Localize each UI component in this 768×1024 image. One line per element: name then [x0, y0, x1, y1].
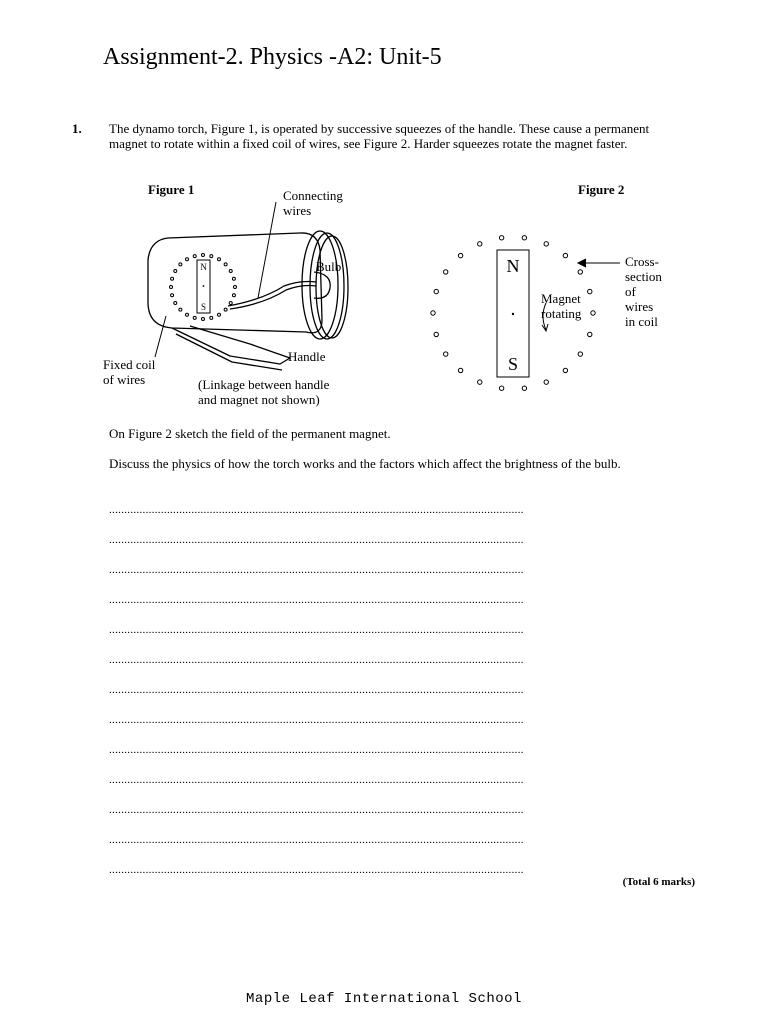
- figure-2-magnet-n: N: [506, 256, 520, 276]
- answer-line[interactable]: ........................................................................................................................................: [109, 504, 524, 516]
- coil-wire-dot: [478, 242, 482, 246]
- total-marks: (Total 6 marks): [622, 876, 695, 888]
- coil-wire-dot: [478, 380, 482, 384]
- answer-line[interactable]: ........................................................................................................................................: [109, 804, 524, 816]
- figure-1-magnet-s: S: [200, 302, 207, 312]
- footer-school-name: Maple Leaf International School: [246, 991, 522, 1007]
- coil-wire-dot: [458, 368, 462, 372]
- figure-1-label: Figure 1: [148, 182, 195, 197]
- answer-line[interactable]: ........................................................................................................................................: [109, 774, 524, 786]
- figure-1-magnet-n: N: [200, 262, 207, 272]
- answer-line[interactable]: ........................................................................................................................................: [109, 624, 524, 636]
- connecting-wires-label: Connecting wires: [283, 188, 343, 218]
- coil-wire-dot: [588, 289, 592, 293]
- answer-line[interactable]: ........................................................................................................................................: [109, 834, 524, 846]
- instruction-discuss: Discuss the physics of how the torch works and the factors which affect the brightness of the bulb.: [109, 456, 621, 471]
- instruction-sketch: On Figure 2 sketch the field of the permanent magnet.: [109, 426, 391, 441]
- coil-wire-dot: [458, 253, 462, 257]
- linkage-note: (Linkage between handle and magnet not shown): [198, 377, 330, 407]
- coil-wire-dot: [443, 270, 447, 274]
- bulb-label: Bulb: [316, 259, 342, 274]
- coil-wire-dot: [578, 270, 582, 274]
- coil-wire-dot: [591, 311, 595, 315]
- answer-line[interactable]: ........................................................................................................................................: [109, 744, 524, 756]
- coil-wire-dot: [563, 368, 567, 372]
- answer-line[interactable]: ........................................................................................................................................: [109, 564, 524, 576]
- coil-wire-dot: [499, 386, 503, 390]
- coil-wire-dot: [499, 236, 503, 240]
- handle-label: Handle: [288, 349, 326, 364]
- page-title: Assignment-2. Physics -A2: Unit-5: [103, 44, 442, 70]
- answer-line[interactable]: ........................................................................................................................................: [109, 594, 524, 606]
- answer-line[interactable]: ........................................................................................................................................: [109, 714, 524, 726]
- coil-wire-dot: [563, 253, 567, 257]
- coil-wire-dot: [544, 242, 548, 246]
- answer-line[interactable]: ........................................................................................................................................: [109, 864, 524, 876]
- cross-section-label: Cross- section of wires in coil: [625, 254, 662, 329]
- coil-wire-dot: [522, 236, 526, 240]
- coil-wire-dot: [588, 332, 592, 336]
- coil-wire-dot: [434, 289, 438, 293]
- answer-line[interactable]: ........................................................................................................................................: [109, 654, 524, 666]
- question-number: 1.: [72, 121, 82, 136]
- coil-wire-dot: [544, 380, 548, 384]
- coil-wire-dot: [434, 332, 438, 336]
- answer-line[interactable]: ........................................................................................................................................: [109, 534, 524, 546]
- fixed-coil-label: Fixed coil of wires: [103, 357, 156, 387]
- coil-wire-dot: [443, 352, 447, 356]
- figure-2-coil-drawing: [0, 0, 768, 440]
- question-intro: The dynamo torch, Figure 1, is operated by successive squeezes of the handle. These cause a permanent magnet to rotate within a fixed coil of wires, see Figure 2. Harder squeezes rotate the magnet faster.: [109, 121, 650, 151]
- magnet-rotating-label: Magnet rotating: [541, 291, 582, 321]
- figure-2-label: Figure 2: [578, 182, 625, 197]
- coil-wire-dot: [522, 386, 526, 390]
- figure-2-magnet-s: S: [507, 354, 519, 374]
- coil-wire-dot: [578, 352, 582, 356]
- coil-wire-dot: [431, 311, 435, 315]
- answer-line[interactable]: ........................................................................................................................................: [109, 684, 524, 696]
